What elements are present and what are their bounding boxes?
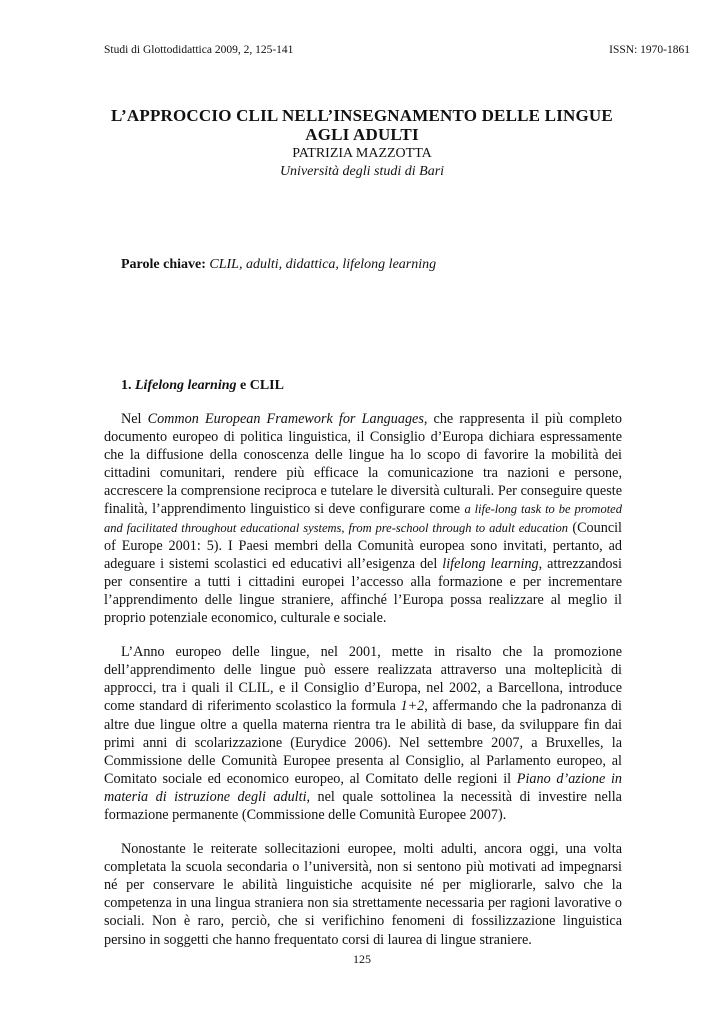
p2-text-a: L’Anno europeo delle lingue, nel 2001, mette in risalto che la promozione dell’apprendimento delle lingue può essere realizzata attraverso una molteplicità di approcci, tra i quali il CLIL, e il Consiglio d’Europa, nel 2002, a Barcellona, introduce come standard di riferimento scolastico la formula <box>104 644 622 715</box>
body-text <box>104 410 622 965</box>
section-title-rest: e CLIL <box>236 378 284 393</box>
title-line-2: AGLI ADULTI <box>305 125 419 144</box>
p2-italic-plan: Piano d’azione in materia di istruzione degli adulti <box>104 770 622 805</box>
p2-text-c: , affermando che la padronanza di altre due lingue oltre a quella materna rientra tra le abilità di base, da sviluppare fin dai primi anni di scolarizzazione (Eurydice 2006). Nel settembre 2007, a Bruxelles, la Commissione delle Comunità Europee presenta al Consiglio, al Parlamento europeo, al Comitato sociale ed economico europeo, al Comitato delle regioni il <box>104 698 622 787</box>
p1-text-g: , attrezzandosi per consentire a tutti i cittadini europei l’accesso alla formazione e per incrementare l’apprendimento delle lingue straniere, affinché l’Europa possa realizzare al meglio il proprio potenziale economico, culturale e sociale. <box>104 555 622 627</box>
section-heading <box>121 378 284 394</box>
p2-text-e: , nel quale sottolinea la necessità di investire nella formazione permanente (Commissione delle Comunità Europee 2007). <box>104 788 622 823</box>
p1-italic-lifelong: lifelong learning <box>442 555 539 572</box>
section-number: 1. <box>121 378 132 393</box>
keywords <box>121 257 436 273</box>
section-title-italic: Lifelong learning <box>135 378 237 393</box>
paragraph-2 <box>104 643 622 824</box>
keywords-value: CLIL, adulti, didattica, lifelong learning <box>209 257 437 272</box>
p1-text-a: Nel <box>121 411 148 427</box>
journal-citation: Studi di Glottodidattica 2009, 2, 125-141 <box>104 44 294 56</box>
p1-text-c: , che rappresenta il più completo documento europeo di politica linguistica, il Consiglio d’Europa dichiara espressamente che la diffusione della conoscenza delle lingue ha lo scopo di favorire la mobilità dei cittadini comunitari, rendere più efficace la comunicazione tra nazioni e persone, accrescere la comprensione reciproca e tutelare le diversità culturali. Per conseguire queste finalità, l’apprendimento linguistico si deve configurare come <box>104 411 622 518</box>
title-line-1: L’APPROCCIO CLIL NELL’INSEGNAMENTO DELLE LINGUE <box>111 106 613 125</box>
author-affiliation: Università degli studi di Bari <box>279 164 445 179</box>
keywords-label: Parole chiave: <box>121 257 206 272</box>
p2-italic-formula: 1+2 <box>400 698 425 715</box>
article-title <box>104 106 620 144</box>
paragraph-3: Nonostante le reiterate sollecitazioni europee, molti adulti, ancora oggi, una volta completata la scuola secondaria o l’università, non si sentono più motivati ad impegnarsi né per conservare le abilità linguistiche acquisite né per migliorarle, salvo che la competenza in una lingua straniera non sia strettamente necessaria per ragioni lavorative o sociali. Non è raro, perciò, che si verifichino fenomeni di fossilizzazione linguistica persino in soggetti che hanno frequentato corsi di laurea di lingue straniere. <box>104 841 622 948</box>
paragraph-1 <box>104 410 622 627</box>
running-header <box>104 44 690 56</box>
author-name: PATRIZIA MAZZOTTA <box>292 146 432 161</box>
page-number: 125 <box>353 952 371 966</box>
issn: ISSN: 1970-1861 <box>609 44 690 56</box>
p1-italic-cefr: Common European Framework for Languages <box>147 411 424 427</box>
p1-text-e: (Council of Europe 2001: 5). I Paesi membri della Comunità europea sono invitati, pertanto, ad adeguare i sistemi scolastici ed educativi all’esigenza del <box>104 519 623 572</box>
p1-quote: a life-long task to be promoted and facilitated throughout educational systems, from pre-school through to adult education <box>104 502 622 535</box>
